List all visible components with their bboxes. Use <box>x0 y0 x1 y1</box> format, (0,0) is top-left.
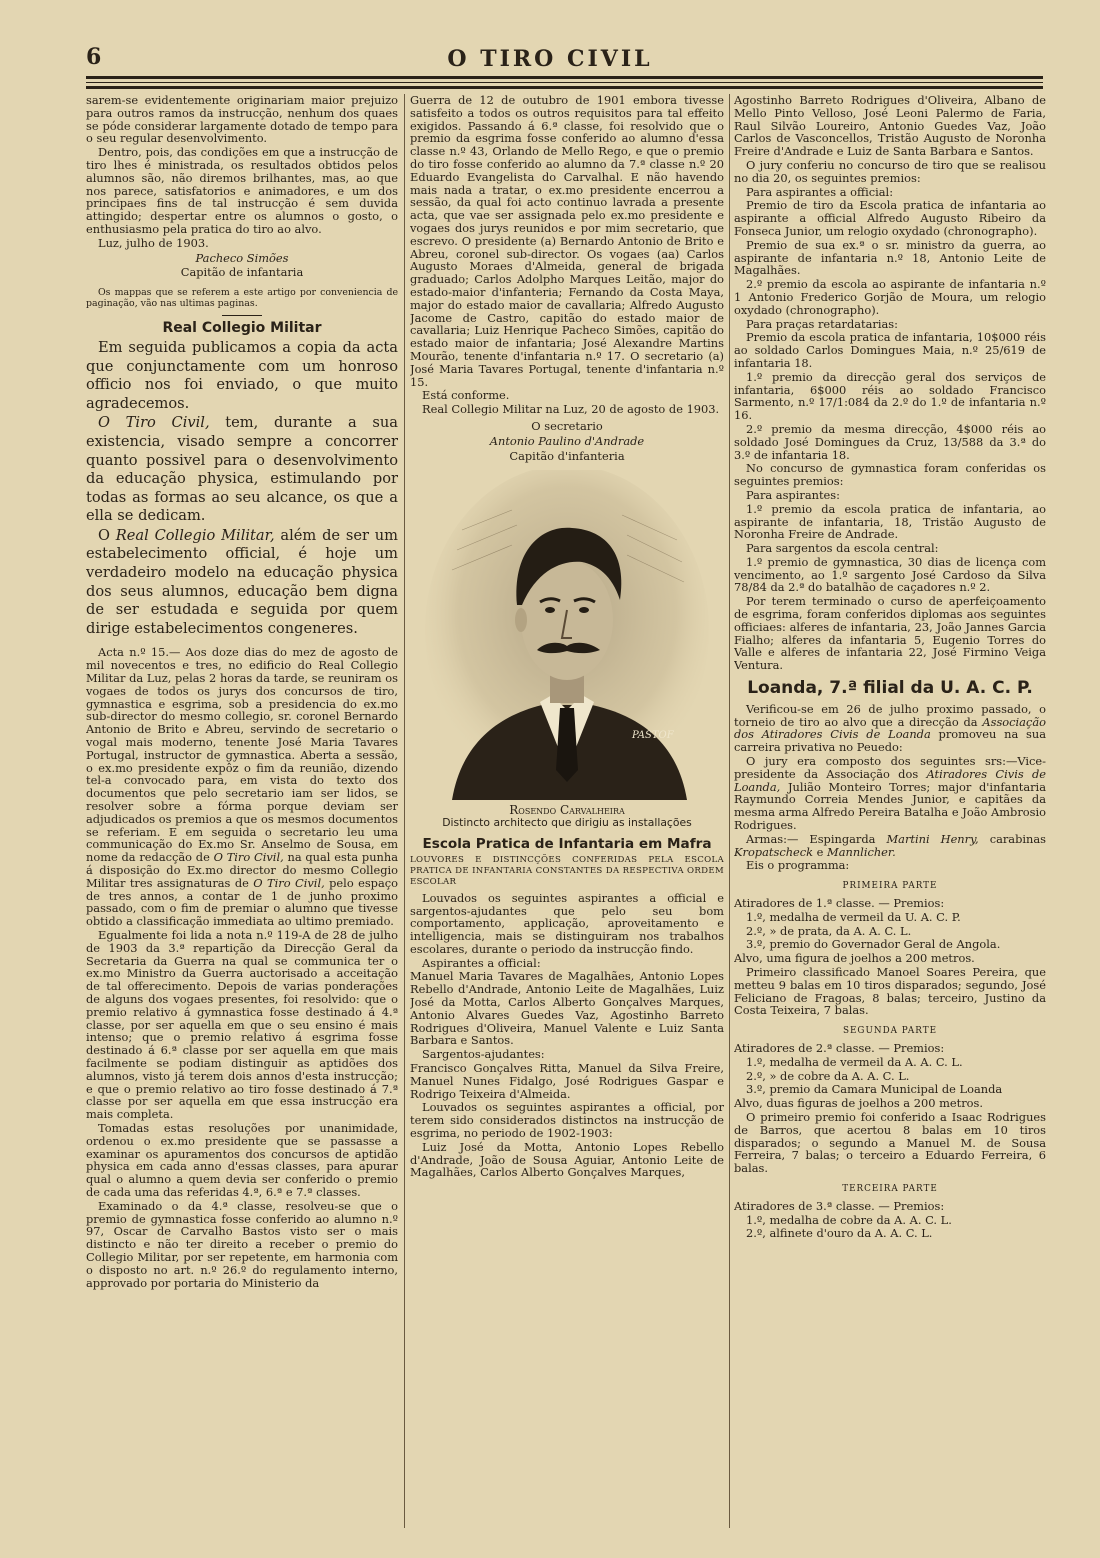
text-span: além de ser um estabelecimento official, é hoje um verdadeiro modelo na educação physica dos seus alumnos, educação bem digna de ser estudada e seguida por quem dirige estabelecimentos congeneres. <box>86 526 398 637</box>
name-list: Luiz José da Motta, Antonio Lopes Rebello d'Andrade, João de Sousa Aguiar, Antonio Leite de Magalhães, Carlos Alberto Gonçalves Marques, <box>410 1139 724 1180</box>
column-divider <box>729 94 730 1528</box>
prize-line: 2.º, » de prata, da A. A. C. L. <box>746 923 912 938</box>
class-heading: Atiradores de 2.ª classe. — Premios: <box>734 1040 945 1055</box>
publication-name: O Tiro Civil, <box>98 414 210 432</box>
class-heading: Atiradores de 1.ª classe. — Premios: <box>734 896 945 911</box>
list-label: Para aspirantes: <box>746 487 840 502</box>
prize-line: 2.º, alfinete d'ouro da A. A. C. L. <box>746 1226 933 1241</box>
signature-title: Capitão de infantaria <box>180 265 304 280</box>
paragraph <box>734 755 1046 832</box>
paragraph: Louvados os seguintes aspirantes a official e sargentos-ajudantes que pelo seu bom comportamento, applicação, aproveitamento e intelligencia, mais se distinguiram nos trabalhos escolares, durante o periodo da instrucção findo. <box>410 890 724 956</box>
name-list: Francisco Gonçalves Ritta, Manuel da Silva Freire, Manuel Nunes Fidalgo, José Rodrigues Gaspar e Rodrigo Teixeira d'Almeida. <box>410 1061 724 1101</box>
text-span: Acta n.º 15.— Aos doze dias do mez de agosto de mil novecentos e tres, no edificio do Real Collegio Militar da Luz, pelas 2 horas da tarde, se reuniram os vogaes de todos os jurys dos concursos de tiro, gymnastica e esgrima, sob a presidencia do ex.mo sub-director do mesmo collegio, sr. coronel Bernardo Antonio de Brito e Abreu, servindo de secretario o vogal mais moderno, tenente José Maria Tavares Portugal, instructor de gymnastica. Aberta a sessão, o ex.mo presidente expôz o fim da reunião, dizendo tel-a convocado para, em vista do texto dos documentos que pelo secretario iam ser lidos, se resolver sobre a fórma porque deviam ser adjudicados os premios a que os mesmos documentos se referiam. E em seguida o secretario leu uma communicação do Ex.mo Sr. Anselmo de Sousa, em nome da redacção de <box>86 645 398 865</box>
lead-paragraph <box>86 527 398 639</box>
caption-name: Rosendo Carvalheira <box>509 803 625 818</box>
prize-line: 2.º, » de cobre da A. A. C. L. <box>746 1068 910 1083</box>
paragraph: Está conforme. <box>422 388 510 403</box>
paragraph: Guerra de 12 de outubro de 1901 embora tivesse satisfeito a todos os outros requisitos para tal effeito exigidos. Passando á 6.ª classe, foi resolvido que o premio da esgrima fosse conferido ao alumno d'essa classe n.º 43, Orlando de Mello Rego, e que o premio do tiro fosse conferido ao alumno da 7.ª classe n.º 20 Eduardo Evangelista do Carvalhal. E não havendo mais nada a tratar, o ex.mo presidente encerrou a sessão, da qual foi acto continuo lavrada a presente acta, que vae ser assignada pelo ex.mo presidente e vogaes dos jurys reunidos e por mim secretario, que escrevo. O presidente (a) Bernardo Antonio de Brito e Abreu, coronel sub-director. Os vogaes (aa) Carlos Augusto Moraes d'Almeida, general de brigada graduado; Carlos Adolpho Marques Leitão, major do estado-maior d'infanteria; Fernando da Costa Maya, major do estado maior de cavallaria; Alfredo Augusto Jacome de Castro, capitão do estado maior de cavallaria; Luiz Henrique Pacheco Simões, capitão do estado maior de infantaria; José Alexandre Martins Mourão, tenente d'infantaria n.º 17. O secretario (a) José Maria Tavares Portugal, tenente d'infantaria n.º 15. <box>410 94 724 389</box>
part-heading: SEGUNDA PARTE <box>842 1026 937 1037</box>
footnote: Os mappas que se referem a este artigo por conveniencia de paginação, vão nas ultimas paginas. <box>86 287 398 310</box>
paragraph: Tomadas estas resoluções por unanimidade, ordenou o ex.mo presidente que se passasse a examinar os apuramentos dos concursos de aptidão physica em cada anno d'essas classes, para apurar qual o alumno a quem devia ser conferido o premio de cada uma das referidas 4.ª, 6.ª e 7.ª classes. <box>86 1120 398 1199</box>
results: Primeiro classificado Manoel Soares Pereira, que metteu 9 balas em 10 tiros disparados; segundo, José Feliciano de Fragoas, 8 balas; terceiro, Justino da Costa Teixeira, 7 balas. <box>734 965 1046 1018</box>
paragraph: Egualmente foi lida a nota n.º 119-A de 28 de julho de 1903 da 3.ª repartição da Direcção Geral da Secretaria da Guerra na qual se communica ter o ex.mo Ministro da Guerra auctorisado a acceitação de tal offerecimento. Depois de varias ponderações de alguns dos vogaes presentes, foi resolvido: que o premio relativo á gymnastica fosse destinado á 4.ª classe, por ser aquella em que o seu ensino é mais intenso; que o premio relativo á esgrima fosse destinado á 6.ª classe por ser aquella em que mais facilmente se podiam distinguir as aptidões dos alumnos, visto já terem dois annos d'esta instrucção; e que o premio relativo ao tiro fosse destinado á 7.ª classe por ser aquella em que essa instrucção era mais completa. <box>86 927 398 1122</box>
prize-line: 1.º, medalha de cobre da A. A. C. L. <box>746 1212 952 1227</box>
paragraph: Dentro, pois, das condições em que a instrucção de tiro lhes é ministrada, os resultados obtidos pelos alumnos são, não diremos brilhantes, mas, ao que nos parece, satisfatorios e animadores, e um dos principaes fins de tal instrucção é sem duvida attingido; despertar entre os alumnos o gosto, o enthusiasmo pela pratica do tiro ao alvo. <box>86 145 398 236</box>
list-label: Sargentos-ajudantes: <box>422 1047 545 1062</box>
paragraph: Eis o programma: <box>746 858 850 873</box>
prize-line: 1.º, medalha de vermeil da A. A. C. L. <box>746 1054 963 1069</box>
column-2 <box>410 94 724 1528</box>
paragraph <box>734 833 1046 859</box>
place-date: Real Collegio Militar na Luz, 20 de agosto de 1903. <box>422 402 720 417</box>
target-line: Alvo, uma figura de joelhos a 200 metros. <box>734 951 975 966</box>
prize-item: Premio de tiro da Escola pratica de infantaria ao aspirante a official Alfredo Augusto Ribeiro da Fonseca Junior, um relogio oxydado (chronographo). <box>734 198 1046 238</box>
publication-name: O Tiro Civil, <box>213 850 284 865</box>
paragraph: O jury conferiu no concurso de tiro que se realisou no dia 20, os seguintes premios: <box>734 157 1046 185</box>
paragraph: Agostinho Barreto Rodrigues d'Oliveira, Albano de Mello Pinto Velloso, José Leoni Palermo de Faria, Raul Silvão Loureiro, Antonio Guedes Vaz, João Carlos de Vasconcellos, Tristão Augusto de Noronha Freire d'Andrade e Luiz de Santa Barbara e Santos. <box>734 94 1046 159</box>
paragraph: Louvados os seguintes aspirantes a official, por terem sido considerados distinctos na instrucção de esgrima, no periodo de 1902-1903: <box>410 1100 724 1141</box>
list-label: Para aspirantes a official: <box>746 184 894 199</box>
secretary-title: Capitão d'infanteria <box>509 448 625 463</box>
paragraph: Examinado o da 4.ª classe, resolveu-se que o premio de gymnastica fosse conferido ao alumno n.º 97, Oscar de Carvalho Bastos visto ser o mais distincto e não ter direito a receber o premio do Collegio Militar, por ser repetente, em harmonia com o disposto no art. n.º 26.º do regulamento interno, approvado por portaria do Ministerio da <box>86 1198 398 1290</box>
prize-line: 3.º, premio do Governador Geral de Angola. <box>746 937 1001 952</box>
association-name: Associação dos Atiradores Civis de Loanda <box>734 714 1046 742</box>
association-name: Atiradores Civis de Loanda, <box>734 766 1046 794</box>
weapon-name: Mannlicher. <box>827 844 896 859</box>
results: O primeiro premio foi conferido a Isaac Rodrigues de Barros, que acertou 8 balas em 10 tiros disparados; o segundo a Manuel M. de Sousa Ferreira, 7 balas; o terceiro a Eduardo Ferreira, 6 balas. <box>734 1109 1046 1176</box>
name-list: Manuel Maria Tavares de Magalhães, Antonio Lopes Rebello d'Andrade, Antonio Leite de Magalhães, Luiz José da Motta, Carlos Alberto Gonçalves Marques, Antonio Alvares Guedes Vaz, Agostinho Barreto Rodrigues d'Oliveira, Manuel Valente e Luiz Santa Barbara e Santos. <box>410 969 724 1048</box>
class-heading: Atiradores de 3.ª classe. — Premios: <box>734 1198 945 1213</box>
prize-item: Premio da escola pratica de infantaria, 10$000 réis ao soldado Carlos Domingues Maia, n.º 25/619 de infantaria 18. <box>734 330 1046 370</box>
section-heading: Real Collegio Militar <box>162 320 322 337</box>
list-label: Para sargentos da escola central: <box>746 541 939 556</box>
prize-item: 1.º premio da escola pratica de infantaria, ao aspirante de infantaria, 18, Tristão Augusto de Noronha Freire de Andrade. <box>734 501 1046 542</box>
weapon-name: Kropatscheck <box>734 844 814 859</box>
prize-item: 2.º premio da escola ao aspirante de infantaria n.º 1 Antonio Frederico Gorjão de Moura, um relogio oxydado (chronographo). <box>734 277 1046 317</box>
text-span: carabinas <box>978 831 1046 846</box>
separator <box>222 315 262 316</box>
prize-item: 2.º premio da mesma direcção, 4$000 réis ao soldado José Domingues da Cruz, 13/588 da 3.ª do 3.º de infantaria 18. <box>734 421 1046 462</box>
prize-line: 3.º, premio da Camara Municipal de Loanda <box>746 1082 1003 1097</box>
text-span: O <box>98 526 116 544</box>
part-heading: TERCEIRA PARTE <box>842 1183 938 1194</box>
paragraph: No concurso de gymnastica foram conferidas os seguintes premios: <box>734 461 1046 489</box>
page-number: 6 <box>86 44 102 70</box>
header-rule-thin <box>86 82 1043 83</box>
section-heading: Loanda, 7.ª filial da U. A. C. P. <box>747 678 1033 699</box>
text-span: e <box>813 844 828 859</box>
secretary-label: O secretario <box>531 418 603 433</box>
text-span: Verificou-se em 26 de julho proximo passado, o torneio de tiro ao alvo que a direcção da <box>734 701 1046 729</box>
caption: Distincto architecto que dirigiu as installações <box>442 816 692 830</box>
list-label: Para praças retardatarias: <box>746 316 898 331</box>
prize-item: 1.º premio de gymnastica, 30 dias de licença com vencimento, ao 1.º sargento José Cardoso da Silva 78/84 da 2.ª do batalhão de caçadores n.º 2. <box>734 554 1046 595</box>
lead-paragraph <box>86 414 398 526</box>
prize-item: 1.º premio da direcção geral dos serviços de infantaria, 6$000 réis ao soldado Francisco Sarmento, n.º 17/1:084 da 2.º do 1.º de infantaria n.º 16. <box>734 369 1046 423</box>
paragraph: Por terem terminado o curso de aperfeiçoamento de esgrima, foram conferidos diplomas aos seguintes officiaes: alferes de infantaria, 23, João Jannes Garcia Fialho; alferes da infantaria 5, Eugenio Torres do Valle e alferes de infantaria 22, José Firmino Veiga Ventura. <box>734 594 1046 673</box>
portrait-illustration <box>422 470 712 800</box>
header-rule-lower <box>86 86 1043 89</box>
signature-name: Pacheco Simões <box>195 250 289 265</box>
text-span: pelo espaço de tres annos, a contar de 1 de junho proximo passado, com o fim de premiar o alumno que tivesse obtido a classificação immediata ao ultimo premiado. <box>86 875 398 929</box>
column-divider <box>404 94 405 1528</box>
lead-paragraph: Em seguida publicamos a copia da acta que conjunctamente com um honroso officio nos foi enviado, o que muito agradecemos. <box>86 338 398 412</box>
part-heading: PRIMEIRA PARTE <box>842 881 938 892</box>
column-1 <box>86 94 398 1528</box>
weapon-name: Martini Henry, <box>886 831 979 846</box>
institution-name: Real Collegio Militar, <box>115 526 275 544</box>
text-span: tem, durante a sua existencia, visado sempre a concorrer quanto possivel para o desenvolvimento da educação physica, estimulando por todas as formas ao seu alcance, os que a ella se dedicam. <box>86 414 398 525</box>
place-date: Luz, julho de 1903. <box>98 235 209 250</box>
section-subhead: LOUVORES E DISTINCÇÕES CONFERIDAS PELA ESCOLA PRATICA DE INFANTARIA CONSTANTES DA RESPECTIVA ORDEM ESCOLAR <box>410 854 724 887</box>
paragraph-acta <box>86 646 398 928</box>
publication-name: O Tiro Civil, <box>253 875 325 890</box>
text-span: Armas:— Espingarda <box>746 831 887 846</box>
target-line: Alvo, duas figuras de joelhos a 200 metros. <box>734 1096 983 1111</box>
masthead-title: O TIRO CIVIL <box>447 46 653 72</box>
header-rule <box>86 76 1043 79</box>
paragraph: sarem-se evidentemente originariam maior prejuizo para outros ramos da instrucção, nenhum dos quaes se póde considerar largamente dotado de tempo para o seu regular desenvolvimento. <box>86 94 398 146</box>
text-span: O jury era composto dos seguintes srs:—Vice-presidente da Associação dos <box>734 754 1046 781</box>
portrait-engraving <box>422 470 712 800</box>
paragraph <box>734 703 1046 754</box>
list-label: Aspirantes a official: <box>422 955 541 970</box>
secretary-name: Antonio Paulino d'Andrade <box>489 433 645 448</box>
engraver-signature: PASTOF <box>632 730 674 742</box>
text-span: promoveu na sua carreira privativa no Peuedo: <box>734 727 1046 755</box>
prize-line: 1.º, medalha de vermeil da U. A. C. P. <box>746 909 961 924</box>
prize-item: Premio de sua ex.ª o sr. ministro da guerra, ao aspirante de infantaria n.º 18, Antonio Leite de Magalhães. <box>734 237 1046 278</box>
text-span: na qual esta punha á disposição do Ex.mo director do mesmo Collegio Militar tres assignaturas de <box>86 850 398 890</box>
section-heading: Escola Pratica de Infantaria em Mafra <box>422 835 712 852</box>
text-span: Julião Monteiro Torres; major d'infantaria Raymundo Correia Mendes Junior, e capitães da mesma arma Alfredo Pereira Batalha e João Ambrosio Rodrigues. <box>734 779 1046 833</box>
column-3 <box>734 94 1046 1528</box>
